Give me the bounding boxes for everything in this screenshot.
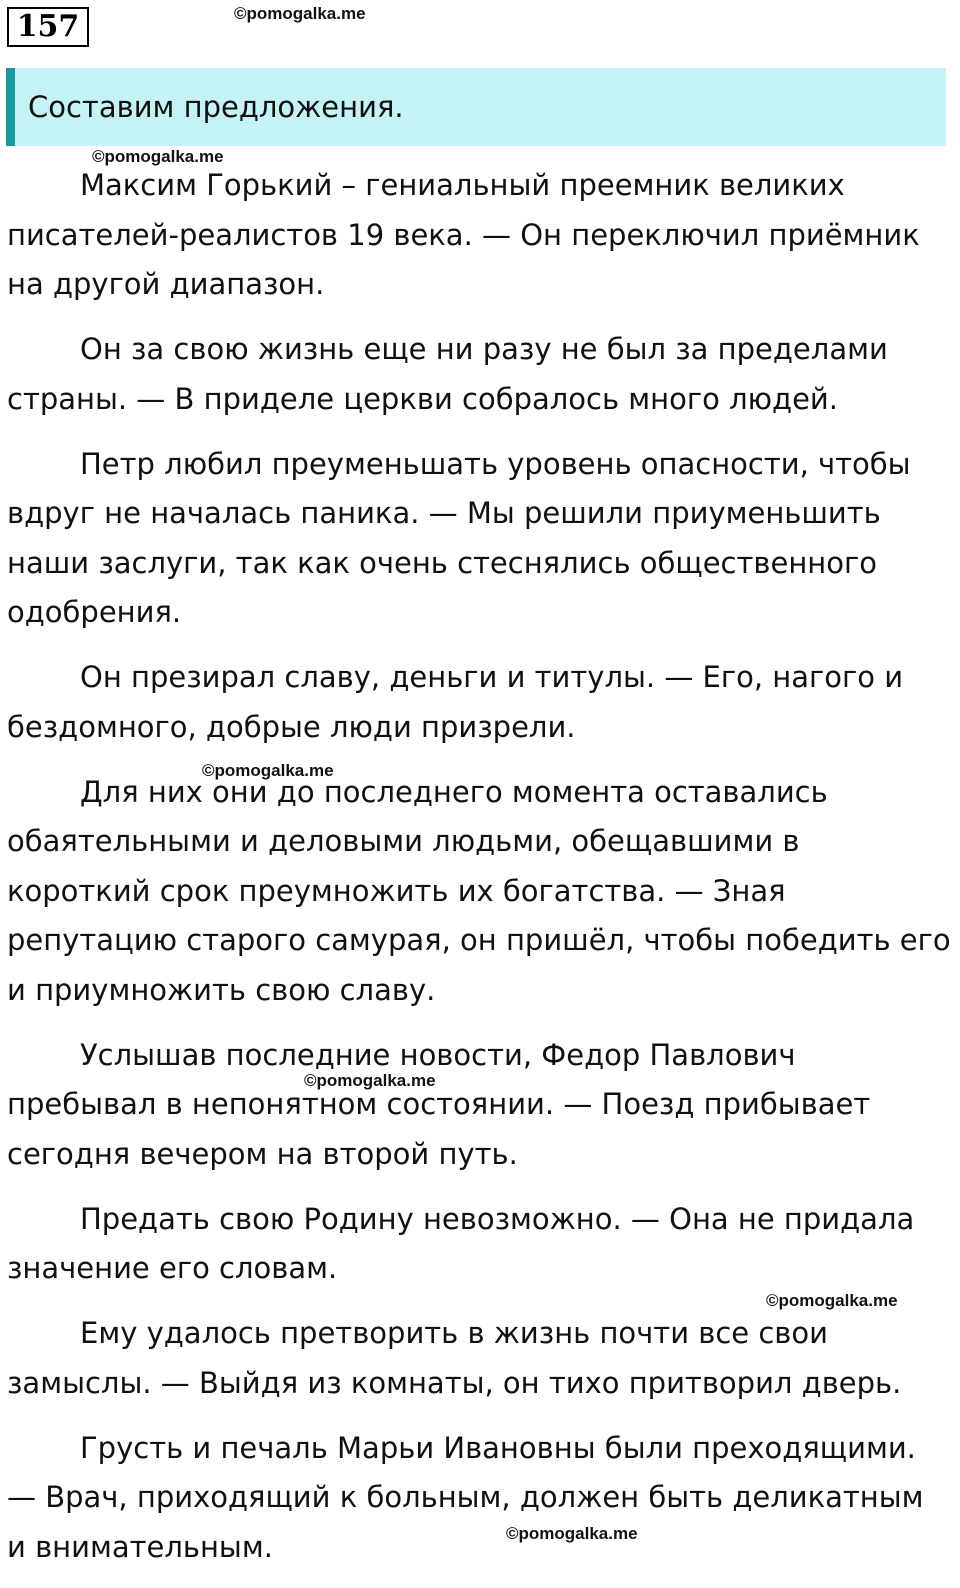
watermark: ©pomogalka.me [234, 4, 366, 23]
watermark: ©pomogalka.me [202, 761, 334, 780]
paragraph: Максим Горький – гениальный преемник великих писателей-реалистов 19 века. — Он переключил приёмник на другой диапазон. [7, 168, 920, 301]
watermark: ©pomogalka.me [304, 1071, 436, 1090]
task-title: Составим предложения. [28, 90, 404, 124]
watermark: ©pomogalka.me [766, 1291, 898, 1310]
text-content [7, 161, 955, 1588]
paragraph: Для них они до последнего момента оставались обаятельными и деловыми людьми, обещавшими в короткий срок преумножить их богатства. — Зная репутацию старого самурая, он пришёл, чтобы победить его и приумножить свою славу. [7, 774, 951, 1007]
watermark: ©pomogalka.me [92, 147, 224, 166]
paragraph: Предать свою Родину невозможно. — Она не придала значение его словам. [7, 1201, 915, 1285]
paragraph: Он за свою жизнь еще ни разу не был за пределами страны. — В приделе церкви собралось много людей. [7, 332, 888, 416]
paragraph: Грусть и печаль Марьи Ивановны были преходящими. — Врач, приходящий к больным, должен быть деликатным и внимательным. [7, 1430, 924, 1564]
paragraph: Он презирал славу, деньги и титулы. — Его, нагого и бездомного, добрые люди призрели. [7, 660, 904, 744]
paragraph: Услышав последние новости, Федор Павлович пребывал в непонятном состоянии. — Поезд прибывает сегодня вечером на второй путь. [7, 1037, 871, 1171]
task-number: 157 [7, 7, 89, 47]
paragraph: Ему удалось претворить в жизнь почти все свои замыслы. — Выйдя из комнаты, он тихо притворил дверь. [7, 1316, 902, 1400]
task-header [6, 68, 946, 146]
watermark: ©pomogalka.me [506, 1524, 638, 1543]
paragraph: Петр любил преуменьшать уровень опасности, чтобы вдруг не началась паника. — Мы решили приуменьшить наши заслуги, так как очень стеснялись общественного одобрения. [7, 446, 911, 629]
